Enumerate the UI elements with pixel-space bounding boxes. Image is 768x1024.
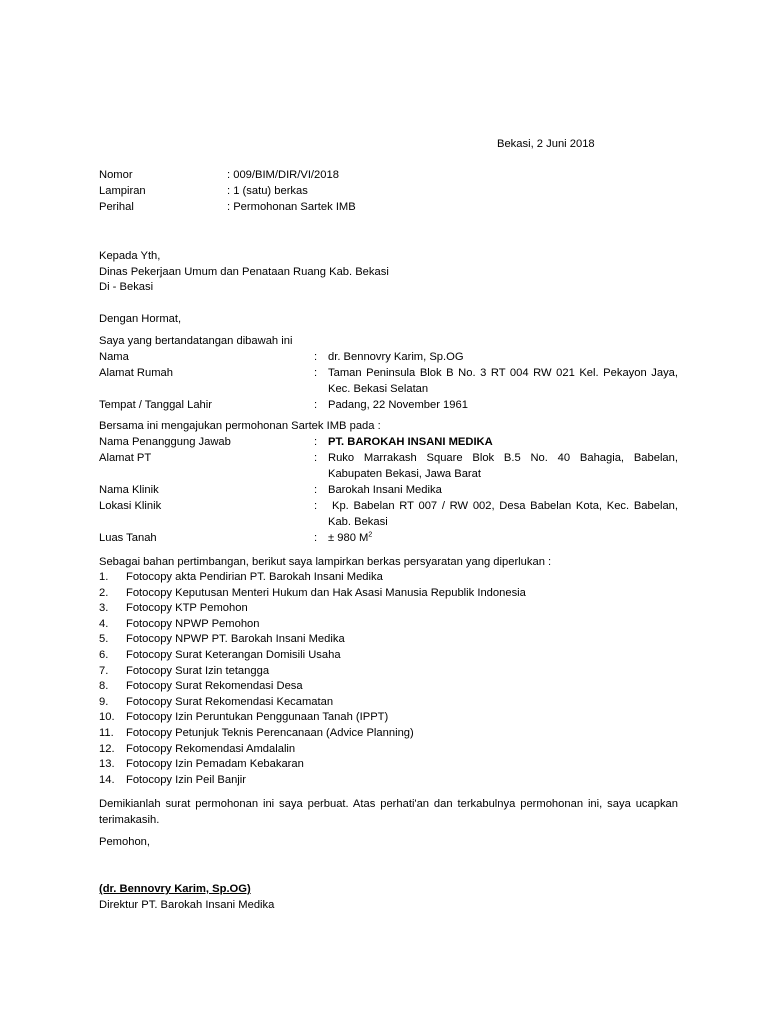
recipient-name: Dinas Pekerjaan Umum dan Penataan Ruang Kab. Bekasi — [99, 266, 389, 278]
meta-label: Nomor — [99, 169, 133, 181]
meta-label: Lampiran — [99, 185, 146, 197]
area-superscript: 2 — [368, 531, 373, 539]
company-row-klinik — [99, 483, 678, 499]
field-label: Alamat PT — [99, 452, 152, 464]
field-label: Nama Penanggung Jawab — [99, 436, 231, 448]
company-row-luas — [99, 531, 678, 547]
colon: : — [314, 367, 318, 379]
list-text: Fotocopy Izin Peruntukan Penggunaan Tanah (IPPT) — [126, 711, 389, 724]
colon: : — [314, 452, 318, 464]
colon: : — [314, 484, 318, 496]
list-text: Fotocopy Petunjuk Teknis Perencanaan (Advice Planning) — [126, 726, 414, 739]
list-text: Fotocopy KTP Pemohon — [126, 602, 248, 615]
list-text: Fotocopy akta Pendirian PT. Barokah Insani Medika — [126, 571, 383, 583]
list-text: Fotocopy Surat Keterangan Domisili Usaha — [126, 648, 341, 661]
list-number: 11. — [99, 726, 114, 739]
field-value: Padang, 22 November 1961 — [328, 399, 468, 411]
list-number: 12. — [99, 742, 115, 755]
field-label: Luas Tanah — [99, 532, 157, 544]
company-row-lokasi — [99, 499, 678, 531]
colon: : — [314, 532, 318, 544]
list-number: 10. — [99, 711, 115, 724]
field-label: Alamat Rumah — [99, 367, 173, 379]
field-value: dr. Bennovry Karim, Sp.OG — [328, 351, 464, 363]
meta-label: Perihal — [99, 201, 134, 213]
field-label: Nama — [99, 351, 129, 363]
list-number: 13. — [99, 758, 115, 771]
meta-value: : Permohonan Sartek IMB — [227, 201, 356, 213]
intro-signatory: Saya yang bertandatangan dibawah ini — [99, 335, 293, 347]
list-number: 7. — [99, 664, 109, 677]
list-text: Fotocopy NPWP Pemohon — [126, 617, 260, 630]
list-text: Fotocopy Surat Izin tetangga — [126, 664, 270, 677]
field-value: Ruko Marrakash Square Blok B.5 No. 40 Bahagia, Babelan, Kabupaten Bekasi, Jawa Barat — [328, 452, 678, 480]
field-value — [328, 531, 678, 547]
list-number: 4. — [99, 617, 109, 630]
list-number: 2. — [99, 586, 109, 599]
list-text: Fotocopy Surat Rekomendasi Desa — [126, 680, 303, 693]
greeting: Dengan Hormat, — [99, 313, 182, 325]
signature-title: Direktur PT. Barokah Insani Medika — [99, 899, 275, 911]
intro-company: Bersama ini mengajukan permohonan Sartek IMB pada : — [99, 420, 381, 432]
place-date: Bekasi, 2 Juni 2018 — [497, 138, 595, 150]
attachments-intro: Sebagai bahan pertimbangan, berikut saya lampirkan berkas persyaratan yang diperlukan : — [99, 556, 552, 568]
list-text: Fotocopy NPWP PT. Barokah Insani Medika — [126, 633, 345, 646]
field-value: Taman Peninsula Blok B No. 3 RT 004 RW 021 Kel. Pekayon Jaya, Kec. Bekasi Selatan — [328, 367, 678, 395]
list-number: 3. — [99, 602, 109, 615]
company-row-pj — [99, 435, 678, 451]
meta-value: : 1 (satu) berkas — [227, 185, 308, 197]
company-row-alamat — [99, 451, 678, 483]
field-label: Tempat / Tanggal Lahir — [99, 399, 212, 411]
signatory-row-nama — [99, 350, 678, 366]
signatory-row-ttl — [99, 398, 678, 414]
list-text: Fotocopy Keputusan Menteri Hukum dan Hak Asasi Manusia Republik Indonesia — [126, 586, 526, 599]
recipient-salutation: Kepada Yth, — [99, 250, 161, 262]
field-label: Nama Klinik — [99, 484, 159, 496]
list-number: 14. — [99, 773, 115, 786]
closing-paragraph: Demikianlah surat permohonan ini saya perbuat. Atas perhati'an dan terkabulnya permohonan ini, saya ucapkan terimakasih. — [99, 798, 678, 826]
list-number: 6. — [99, 648, 109, 661]
colon: : — [314, 351, 318, 363]
signatory-row-alamat — [99, 366, 678, 398]
list-text: Fotocopy Izin Peil Banjir — [126, 773, 247, 786]
list-number: 9. — [99, 695, 109, 708]
recipient-location: Di - Bekasi — [99, 281, 154, 293]
list-number: 1. — [99, 571, 109, 583]
field-value: PT. BAROKAH INSANI MEDIKA — [328, 436, 493, 448]
colon: : — [314, 436, 318, 448]
colon: : — [314, 500, 318, 512]
field-label: Lokasi Klinik — [99, 500, 162, 512]
list-text: Fotocopy Rekomendasi Amdalalin — [126, 742, 296, 755]
area-value: ± 980 M — [328, 532, 369, 544]
applicant-label: Pemohon, — [99, 836, 150, 848]
colon: : — [314, 399, 318, 411]
list-text: Fotocopy Izin Pemadam Kebakaran — [126, 758, 304, 771]
list-number: 5. — [99, 633, 109, 646]
signature-name: (dr. Bennovry Karim, Sp.OG) — [99, 883, 251, 895]
meta-value: : 009/BIM/DIR/VI/2018 — [227, 169, 339, 181]
list-number: 8. — [99, 680, 109, 693]
field-value: Kp. Babelan RT 007 / RW 002, Desa Babelan Kota, Kec. Babelan, Kab. Bekasi — [328, 500, 678, 528]
list-text: Fotocopy Surat Rekomendasi Kecamatan — [126, 695, 334, 708]
field-value: Barokah Insani Medika — [328, 484, 442, 496]
